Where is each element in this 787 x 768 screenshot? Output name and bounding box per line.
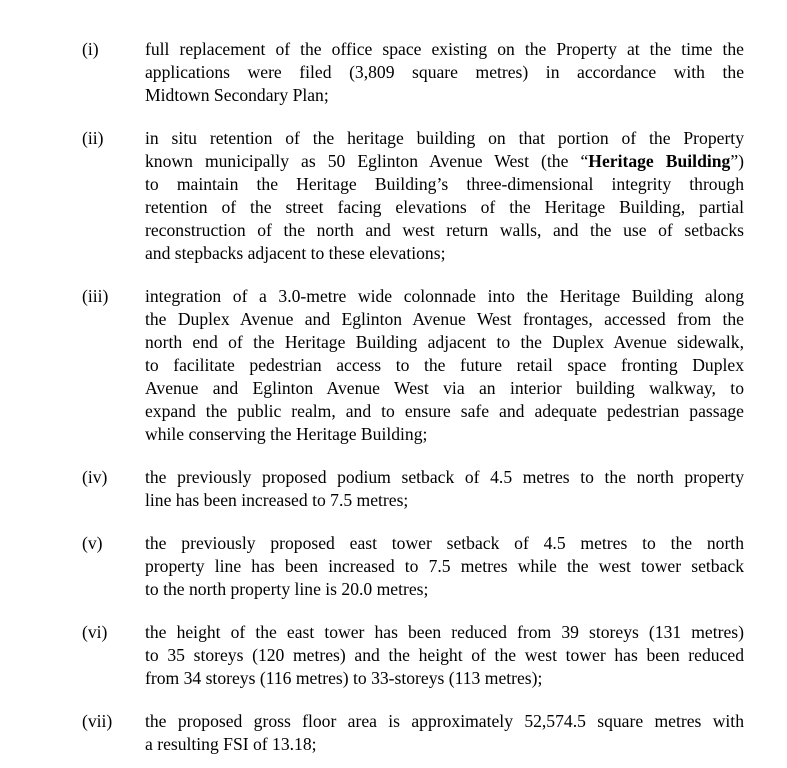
item-number: (v): [82, 533, 103, 553]
item-text: [145, 621, 744, 690]
text-line: Avenue and Eglinton Avenue West via an interior building walkway, to: [145, 378, 744, 398]
text-line: and stepbacks adjacent to these elevations;: [145, 243, 446, 263]
item-number: (iii): [82, 286, 109, 306]
text-line: from 34 storeys (116 metres) to 33-storeys (113 metres);: [145, 668, 543, 688]
text-line: full replacement of the office space existing on the Property at the time the: [145, 39, 744, 59]
defined-term: Heritage Building: [588, 151, 731, 171]
item-text: [145, 710, 744, 756]
item-number: (iv): [82, 467, 108, 487]
text-line: the proposed gross floor area is approximately 52,574.5 square metres with: [145, 711, 744, 731]
text-line: while conserving the Heritage Building;: [145, 424, 428, 444]
text-line: to facilitate pedestrian access to the future retail space fronting Duplex: [145, 355, 744, 375]
item-number: (vi): [82, 622, 108, 642]
text-line: to 35 storeys (120 metres) and the height of the west tower has been reduced: [145, 645, 744, 665]
item-text: [145, 285, 744, 446]
item-text: [145, 127, 744, 265]
item-text: [145, 532, 744, 601]
text-line: a resulting FSI of 13.18;: [145, 734, 317, 754]
text-line: integration of a 3.0-metre wide colonnade into the Heritage Building along: [145, 286, 744, 306]
text-line: expand the public realm, and to ensure safe and adequate pedestrian passage: [145, 401, 744, 421]
text-segment: ”): [730, 151, 744, 171]
item-number: (ii): [82, 128, 104, 148]
text-line: to the north property line is 20.0 metres;: [145, 579, 429, 599]
text-line: the previously proposed east tower setback of 4.5 metres to the north: [145, 533, 744, 553]
text-line: line has been increased to 7.5 metres;: [145, 490, 409, 510]
item-text: [145, 38, 744, 107]
text-line: Midtown Secondary Plan;: [145, 85, 329, 105]
text-line: applications were filed (3,809 square metres) in accordance with the: [145, 62, 744, 82]
text-line: to maintain the Heritage Building’s three-dimensional integrity through: [145, 174, 744, 194]
text-segment: known municipally as 50 Eglinton Avenue West (the “: [145, 151, 589, 171]
item-text: [145, 466, 744, 512]
text-line: the Duplex Avenue and Eglinton Avenue West frontages, accessed from the: [145, 309, 744, 329]
text-line: the previously proposed podium setback of 4.5 metres to the north property: [145, 467, 744, 487]
text-line: in situ retention of the heritage building on that portion of the Property: [145, 128, 744, 148]
text-line: retention of the street facing elevations of the Heritage Building, partial: [145, 197, 744, 217]
item-number: (i): [82, 39, 99, 59]
text-line: reconstruction of the north and west return walls, and the use of setbacks: [145, 220, 744, 240]
text-line: north end of the Heritage Building adjacent to the Duplex Avenue sidewalk,: [145, 332, 744, 352]
text-line: [145, 150, 744, 173]
text-line: property line has been increased to 7.5 metres while the west tower setback: [145, 556, 744, 576]
item-number: (vii): [82, 711, 113, 731]
text-line: the height of the east tower has been reduced from 39 storeys (131 metres): [145, 622, 744, 642]
